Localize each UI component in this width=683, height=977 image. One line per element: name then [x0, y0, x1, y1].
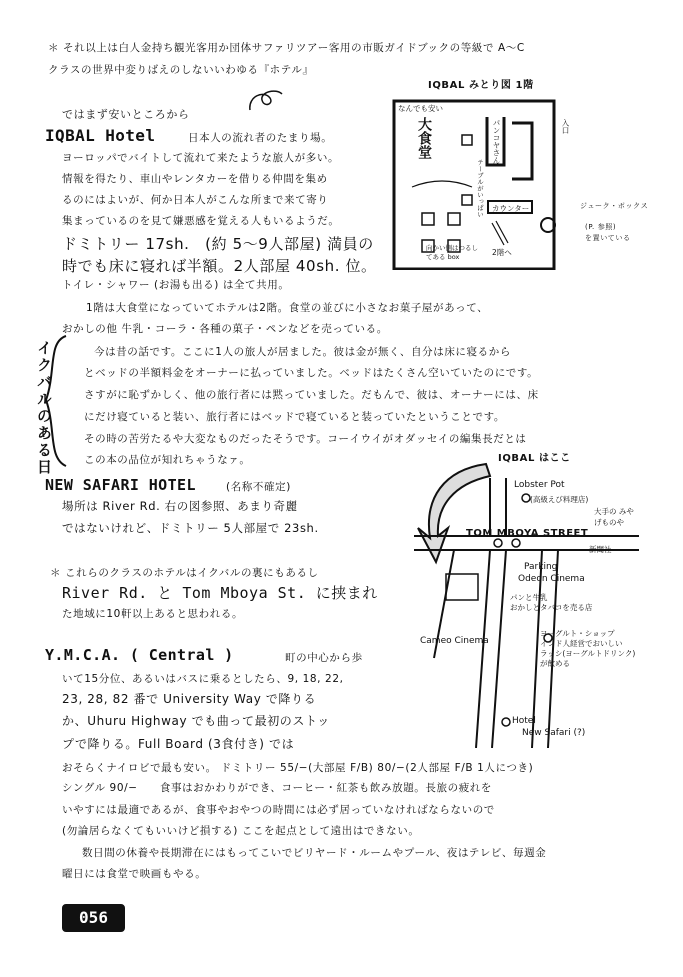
page-number: 056: [62, 904, 125, 932]
note2-line-3: た地域に10軒以上あると思われる。: [62, 608, 244, 620]
intro-line-1: ＊ それ以上は白人金持ち観光客用か団体サファリツアー客用の市販ガイドブックの等級で A〜C: [48, 42, 525, 54]
map1-label-stair-note: 向かい側はつるしてある box: [426, 244, 478, 261]
map1-label-tables: テーブルがいっぱい: [476, 159, 484, 218]
ymca-line: 23, 28, 82 番で University Way で降りる: [62, 692, 317, 706]
story-line: にだけ寝ていると装い、旅行者にはベッドで寝ていると装っていたということです。: [84, 411, 505, 423]
map1-label-bakery: パンコヤさん: [492, 119, 501, 164]
map2-label-yogurt3: ラッシ(ヨーグルトドリンク): [540, 649, 636, 658]
area-map: [414, 458, 639, 748]
map2-label-yogurt4: が飲める: [540, 659, 570, 668]
map1-label-cheap: なんでも安い: [398, 104, 443, 113]
note2-line-1: ＊ これらのクラスのホテルはイクバルの裏にもあるし: [50, 567, 319, 579]
iqbal-line: ヨーロッパでバイトして流れて来たような旅人が多い。: [62, 152, 340, 164]
map2-label-bread: パンと牛乳: [510, 593, 548, 602]
iqbal-line: トイレ・シャワー (お湯も出る) は全て共用。: [62, 279, 290, 291]
iqbal-floor-map: [392, 95, 582, 270]
iqbal-line: 時でも床に寝れば半額。2人部屋 40sh. 位。: [62, 257, 377, 275]
ymca-trail: 町の中心から歩: [285, 652, 363, 664]
iqbal-tag: 日本人の流れ者のたまり場。: [188, 132, 333, 144]
map1-label-jukebox: ジューク・ボックス: [580, 202, 649, 210]
iqbal-title: IQBAL Hotel: [45, 126, 156, 145]
story-line: 今は昔の話です。ここに1人の旅人が居ました。彼は金が無く、自分は床に寝るから: [94, 346, 511, 358]
ymca-title: Y.M.C.A. ( Central ): [45, 646, 234, 664]
iqbal-line: ドミトリー 17sh. (約 5〜9人部屋) 満員の: [62, 235, 374, 253]
sidebar-title: イクバルのある日: [35, 340, 53, 476]
ymca-line: いて15分位、あるいはバスに乗るとしたら、9, 18, 22,: [62, 673, 344, 685]
safari-line-1: 場所は River Rd. 右の図参照、あまり奇麗: [62, 499, 298, 513]
map2-label-yogurt: ヨーグルト・ショップ: [540, 629, 615, 638]
story-line: とベッドの半額料金をオーナーに払っていました。ベッドはたくさん空いていたのにです。: [84, 367, 539, 379]
map2-label-cameo: Cameo Cinema: [420, 636, 489, 646]
map2-label-hotel: Hotel: [512, 716, 536, 726]
map1-title: IQBAL みとり図 1階: [428, 80, 534, 91]
iqbal-line: るのにはよいが、何か日本人がこんな所まで来て寄り: [62, 194, 329, 206]
map2-label-lobster: Lobster Pot: [514, 480, 565, 490]
map2-label-bread2: おかしとタバコを売る店: [510, 603, 593, 612]
ymca-line: 曜日には食堂で映画もやる。: [62, 868, 207, 880]
safari-line-2: ではないけれど、ドミトリー 5人部屋で 23sh.: [62, 521, 319, 535]
map1-label-jukebox-note: (P. 参照): [585, 223, 617, 231]
intro-line-2: クラスの世界中変りばえのしないいわゆる『ホテル』: [48, 64, 314, 76]
map1-label-dining: 大食堂: [416, 117, 432, 159]
map2-label-newspaper: 新聞社: [589, 545, 612, 554]
map2-label-gift: 大手の みやげものや: [594, 507, 634, 527]
map1-label-entrance: 入口: [561, 119, 570, 134]
safari-note: (名称不確定): [226, 481, 291, 493]
map2-label-lobster-note: (高級えび料理店): [530, 495, 589, 504]
story-line: その時の苦労たるや大変なものだったそうです。コーイウイがオダッセイの編集長だとは: [84, 433, 527, 445]
map2-street: TOM MBOYA STREET: [466, 528, 589, 539]
iqbal-line: 情報を得たり、車山やレンタカーを借りる仲間を集め: [62, 173, 328, 185]
ymca-line: か、Uhuru Highway でも曲って最初のストッ: [62, 714, 330, 728]
safari-title: NEW SAFARI HOTEL: [45, 476, 196, 494]
map2-label-parking: Parking: [524, 562, 558, 572]
iqbal-line: おかしの他 牛乳・コーラ・各種の菓子・ペンなどを売っている。: [62, 323, 388, 335]
story-line: この本の品位が知れちゃうなァ。: [84, 454, 251, 466]
map2-title: IQBAL はここ: [498, 453, 571, 464]
ymca-line: プで降りる。Full Board (3食付き) では: [62, 737, 295, 751]
map1-label-stairs: 2階へ: [492, 248, 512, 257]
map1-label-counter: カウンター: [492, 204, 530, 213]
map2-label-yogurt2: インド人経営でおいしい: [540, 639, 623, 648]
ymca-line: 数日間の休養や長期滞在にはもってこいでビリヤード・ルームやプール、夜はテレビ、毎週金: [82, 847, 547, 859]
ymca-line: おそらくナイロビで最も安い。 ドミトリー 55/−(大部屋 F/B) 80/−(2人部屋 F/B 1人につき): [62, 762, 534, 774]
ymca-line: シングル 90/− 食事はおかわりができ、コーヒー・紅茶も飲み放題。長旅の疲れを: [62, 782, 493, 794]
story-line: さすがに恥ずかしく、他の旅行者には黙っていました。だもんで、彼は、オーナーには、床: [84, 389, 539, 401]
ymca-line: いやすには最適であるが、食事やおやつの時間には必ず居っていなければならないので: [62, 804, 495, 816]
swirl-icon: [246, 86, 286, 114]
iqbal-line: 集まっているのを見て嫌悪感を覚える人もいるようだ。: [62, 215, 340, 227]
map1-label-jukebox-note2: を置いている: [585, 234, 631, 242]
lead-text: ではまず安いところから: [62, 108, 190, 121]
note2-line-2: River Rd. と Tom Mboya St. に挟まれ: [62, 584, 378, 602]
map2-label-hotel2: New Safari (?): [522, 728, 586, 738]
map2-label-odeon: Odeon Cinema: [518, 574, 585, 584]
ymca-line: (勿論居らなくてもいいけど損する) ここを起点として遠出はできない。: [62, 825, 420, 837]
iqbal-line: 1階は大食堂になっていてホテルは2階。食堂の並びに小さなお菓子屋があって、: [86, 302, 489, 314]
